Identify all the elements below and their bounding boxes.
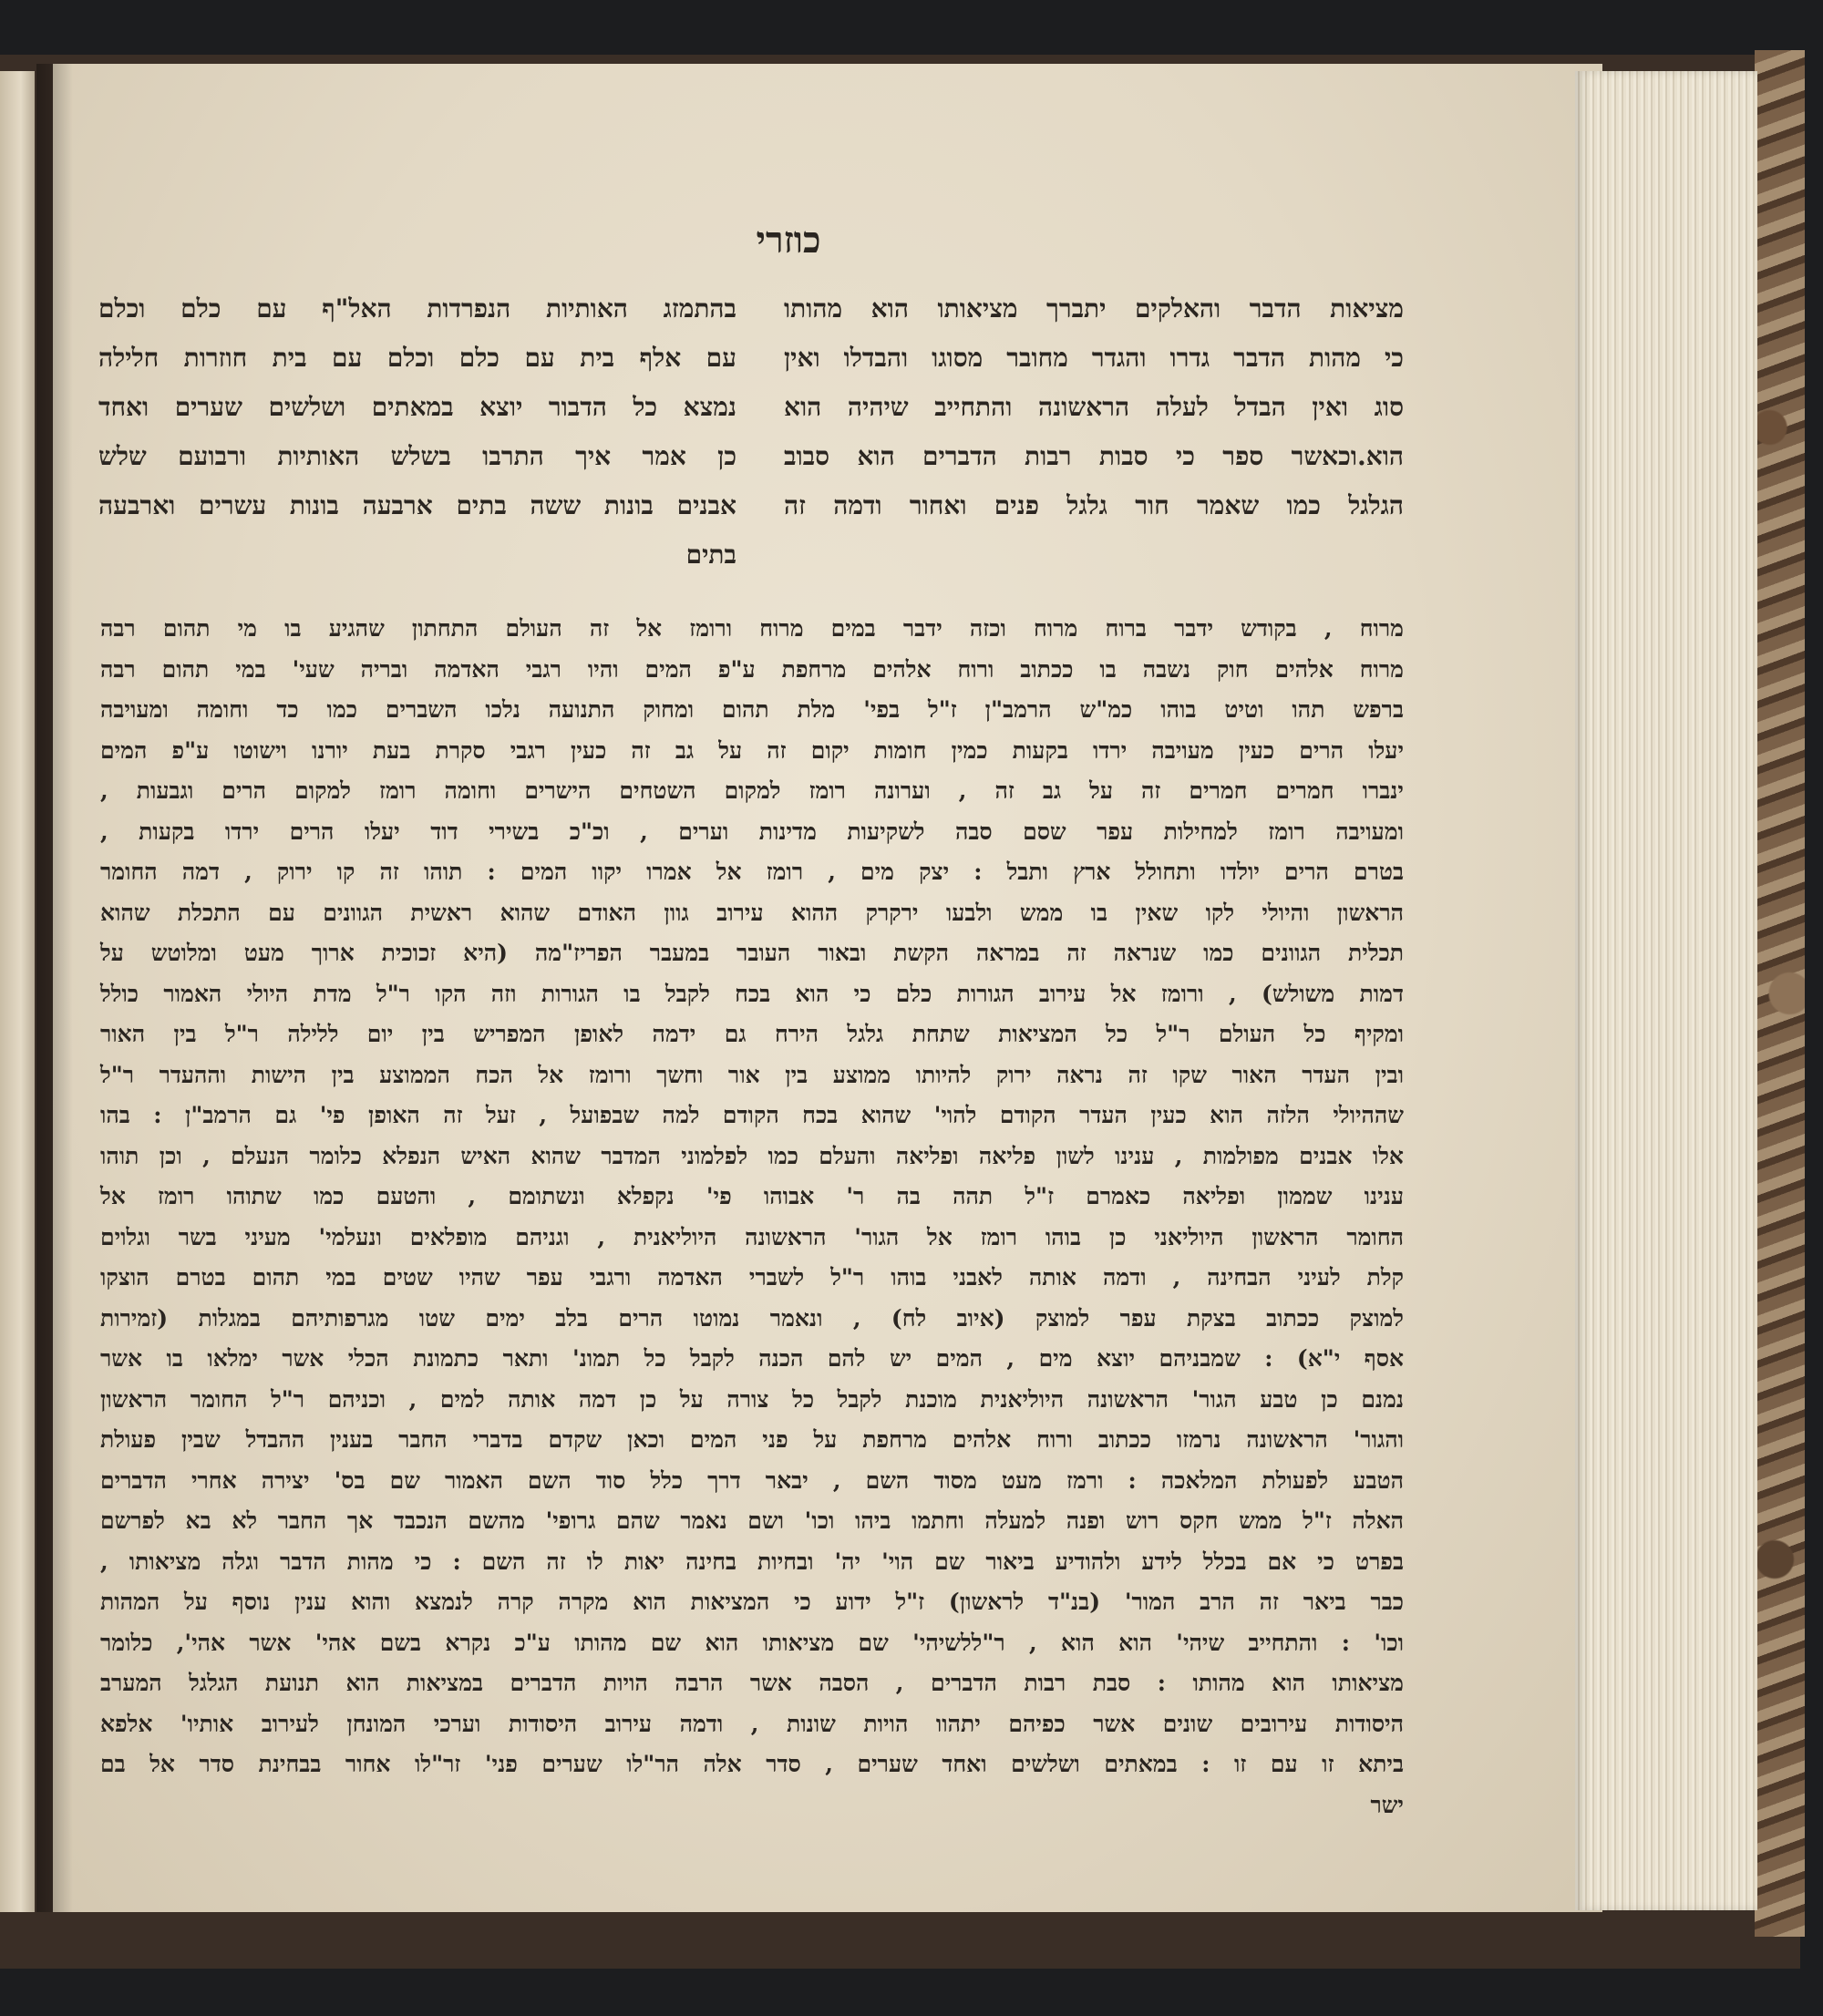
page-stack-edges [1575,71,1757,1910]
text-line: הוא.וכאשר ספר כי סבות רבות הדברים הוא סבוב [784,441,1404,471]
commentary-line: ענינו שממון ופליאה כאמרם ז"ל תהה בה ר' אבוהו פי' נקפלא ונשתומם , והטעם כמו שתוהו רומז אל [100,1183,1404,1209]
commentary-line: החומר הראשון היוליאני כן בוהו רומז אל הגור' הראשונה היוליאנית , וגניהם מופלאים ונעלמי' מעיני בשר וגלוים [100,1223,1404,1250]
commentary-line: ביתא זו עם זו : במאתים ושלשים ואחד שערים , סדר אלה הר"לו שערים פני' זר"לו אחור בבחינת סדר אל בם [100,1751,1404,1777]
commentary-line: והגור' הראשונה נרמזו ככתוב ורוח אלהים מרחפת על פני המים וכאן שקדם בדברי החבר בענין ההבדל שבין פעולת [100,1426,1404,1453]
marbled-edge [1755,50,1805,1937]
commentary-line: מציאותו הוא מהותו : סבת רבות הדברים , הסבה אשר הרבה הויות הדברים במציאות הוא תנועת הגלגל המערב [100,1670,1404,1696]
commentary-line: מרוח , בקודש ידבר ברוח מרוח וכזה ידבר במים מרוח ורומז אל זה העולם התחתון שהגיע בו מי תהום רבה [100,615,1404,642]
commentary-line: ינברו חמרים חמרים זה על גב זה , וערונה רומז למקום השטחים הישרים וחומה רומז למקום הרים וגבעות , [100,777,1404,804]
text-line: בתים [685,540,736,570]
commentary-line: יעלו הרים כעין מעויבה ירדו בקעות כמין חומות יקום זה על גב זה כעין רגבי סקרת בעת יורנו וישוטו ע"פ המים [100,736,1404,764]
text-line: מציאות הדבר והאלקים יתברך מציאותו הוא מהותו [784,293,1404,324]
text-line: כי מהות הדבר גדרו והגדר מחובר מסוגו והבדלו ואין [784,343,1404,373]
commentary-line: ומקיף כל העולם ר"ל כל המציאות שתחת גלגל הירח גם ידמה לאופן המפריש בין יום ללילה ר"ל בין האור [100,1021,1404,1047]
commentary-line: הטבע לפעולת המלאכה : ורמז מעט מסוד השם , יבאר דרך כלל סוד השם האמור שם בס' יצירה אחרי הדברים [100,1466,1404,1494]
text-line: אבנים בונות ששה בתים ארבעה בונות עשרים וארבעה [98,490,736,520]
commentary-block [100,609,1404,1826]
commentary-line: ישר [1370,1791,1404,1818]
text-line: הגלגל כמו שאמר חור גלגל פנים ואחור ודמה זה [784,490,1404,520]
commentary-line: למוצק ככתוב בצקת עפר למוצק (איוב לח) , ונאמר נמוטו הרים בלב ימים שטו מגרפותיהם במגלות (זמירות [100,1304,1404,1332]
commentary-line: ומעויבה רומז למחילות עפר שסם סבה לשקיעות מדינות וערים , וכ"כ בשירי דוד יעלו הרים ירדו בקעות , [100,818,1404,845]
commentary-line: האלה ז"ל ממש חקס רוש ופנה למעלה וחתמו ביהו וכו' ושם נאמר שהם גרופי' מהשם הנכבד אך החבר לא בא לפרשם [100,1507,1404,1534]
commentary-line: מרוח אלהים חוק נשבה בו ככתוב ורוח אלהים מרחפת ע"פ המים והיו רגבי האדמה ובריה שעי' במי תהום רבה [100,655,1404,683]
commentary-line: דמות משולש) , ורומז אל עירוב הגורות כלם כי הוא בכח לקבל בו הגורות וזה הקו ר"ל מדת היולי האמור כולל [100,980,1404,1007]
commentary-line: בפרט כי אם בכלל לידע ולהודיע ביאור שם הוי' יה' ובחיות בחינה יאות לו זה השם : כי מהות הדבר וגלה מציאותו , [100,1548,1404,1575]
left-page-edge [0,71,35,1912]
text-line: בהתמזג האותיות הנפרדות האל"ף עם כלם וכלם [98,293,736,324]
main-text-left-column [98,284,736,580]
commentary-line: אסף י"א) : שמבניהם יוצא מים , המים יש להם הכנה לקבל כל תמונ' ותאר כתמונת הכלי אשר ימלאו בו אשר [100,1345,1404,1372]
commentary-line: היסודות עירובים שונים אשר כפיהם יתהוו הויות שונות , ודמה עירוב היסודות וערכי המונחן לעירוב אותיו' אלפא [100,1710,1404,1737]
commentary-line: כבר ביאר זה הרב המור' (בנ"ד לראשון) ז"ל ידוע כי המציאות הוא מקרה קרה לנמצא והוא ענין נוסף על המהות [100,1589,1404,1615]
commentary-line: נמנם כן טבע הגור' הראשונה היוליאנית מוכנת לקבל כל צורה על כן דמה אותה למים , וכניהם ר"ל החומר הראשון [100,1385,1404,1413]
commentary-line: אלו אבנים מפולמות , ענינו לשון פליאה ופליאה והעלם כמו לפלמוני המדבר שהוא האיש הנפלא כלומר הנעלם , וכן תוהו [100,1142,1404,1169]
commentary-line: בטרם הרים יולדו ותחולל ארץ ותבל : יצק מים , רומז אל אמרו יקוו המים : תוהו זה קו ירוק , דמה החומר [100,859,1404,885]
text-line: סוג ואין הבדל לעלה הראשונה והתחייב שיהיה הוא [784,392,1404,422]
running-head: כוזרי [756,219,821,262]
commentary-line: קלת לעיני הבחינה , ודמה אותה לאבני בוהו ר"ל לשברי האדמה ורגבי עפר שהיו שטים במי תהום בטרם הוצקו [100,1264,1404,1291]
commentary-line: הראשון והיולי לקו שאין בו ממש ולבעו ירקרק ההוא עירוב גוון האודם שהוא ראשית הגוונים עם התכלת שהוא [100,899,1404,926]
commentary-line: ובין העדר האור שקו זה נראה ירוק להיותו ממוצע בין אור וחשך ורומז אל הכח הממוצע בין הישות וההעדר ר"ל [100,1061,1404,1088]
main-text-right-column [784,284,1404,530]
gutter-shadow [36,64,73,1912]
commentary-line: תכלית הגוונים כמו שנראה זה במראה הקשת ובאור העובר במעבר הפריז"מה (היא זכוכית ארוך מעט ומלוטש על [100,940,1404,966]
text-line: עם אלף בית עם כלם וכלם עם בית חוזרות חלילה [98,343,736,373]
text-line: כן אמר איך התרבו בשלש האותיות ורבועם שלש [98,441,736,471]
commentary-line: וכו' : והתחייב שיהי' הוא הוא , ר"ללשיהי' שם מציאותו הוא שם מהותו ע"כ נקרא בשם אהי' אשר אהי', כלומר [100,1629,1404,1656]
text-line: נמצא כל הדבור יוצא במאתים ושלשים שערים ואחד [98,392,736,422]
commentary-line: שההיולי הלזה הוא כעין העדר הקודם להוי' שהוא בכח הקודם למה שבפועל , זעל זה האופן פי' גם הרמב"ן : בהו [100,1102,1404,1128]
commentary-line: ברפש תהו וטיט בוהו כמ"ש הרמב"ן ז"ל בפי' מלת תהום ומחוק התנועה נלכו השברים כמו כד וחומה ומעויבה [100,696,1404,723]
